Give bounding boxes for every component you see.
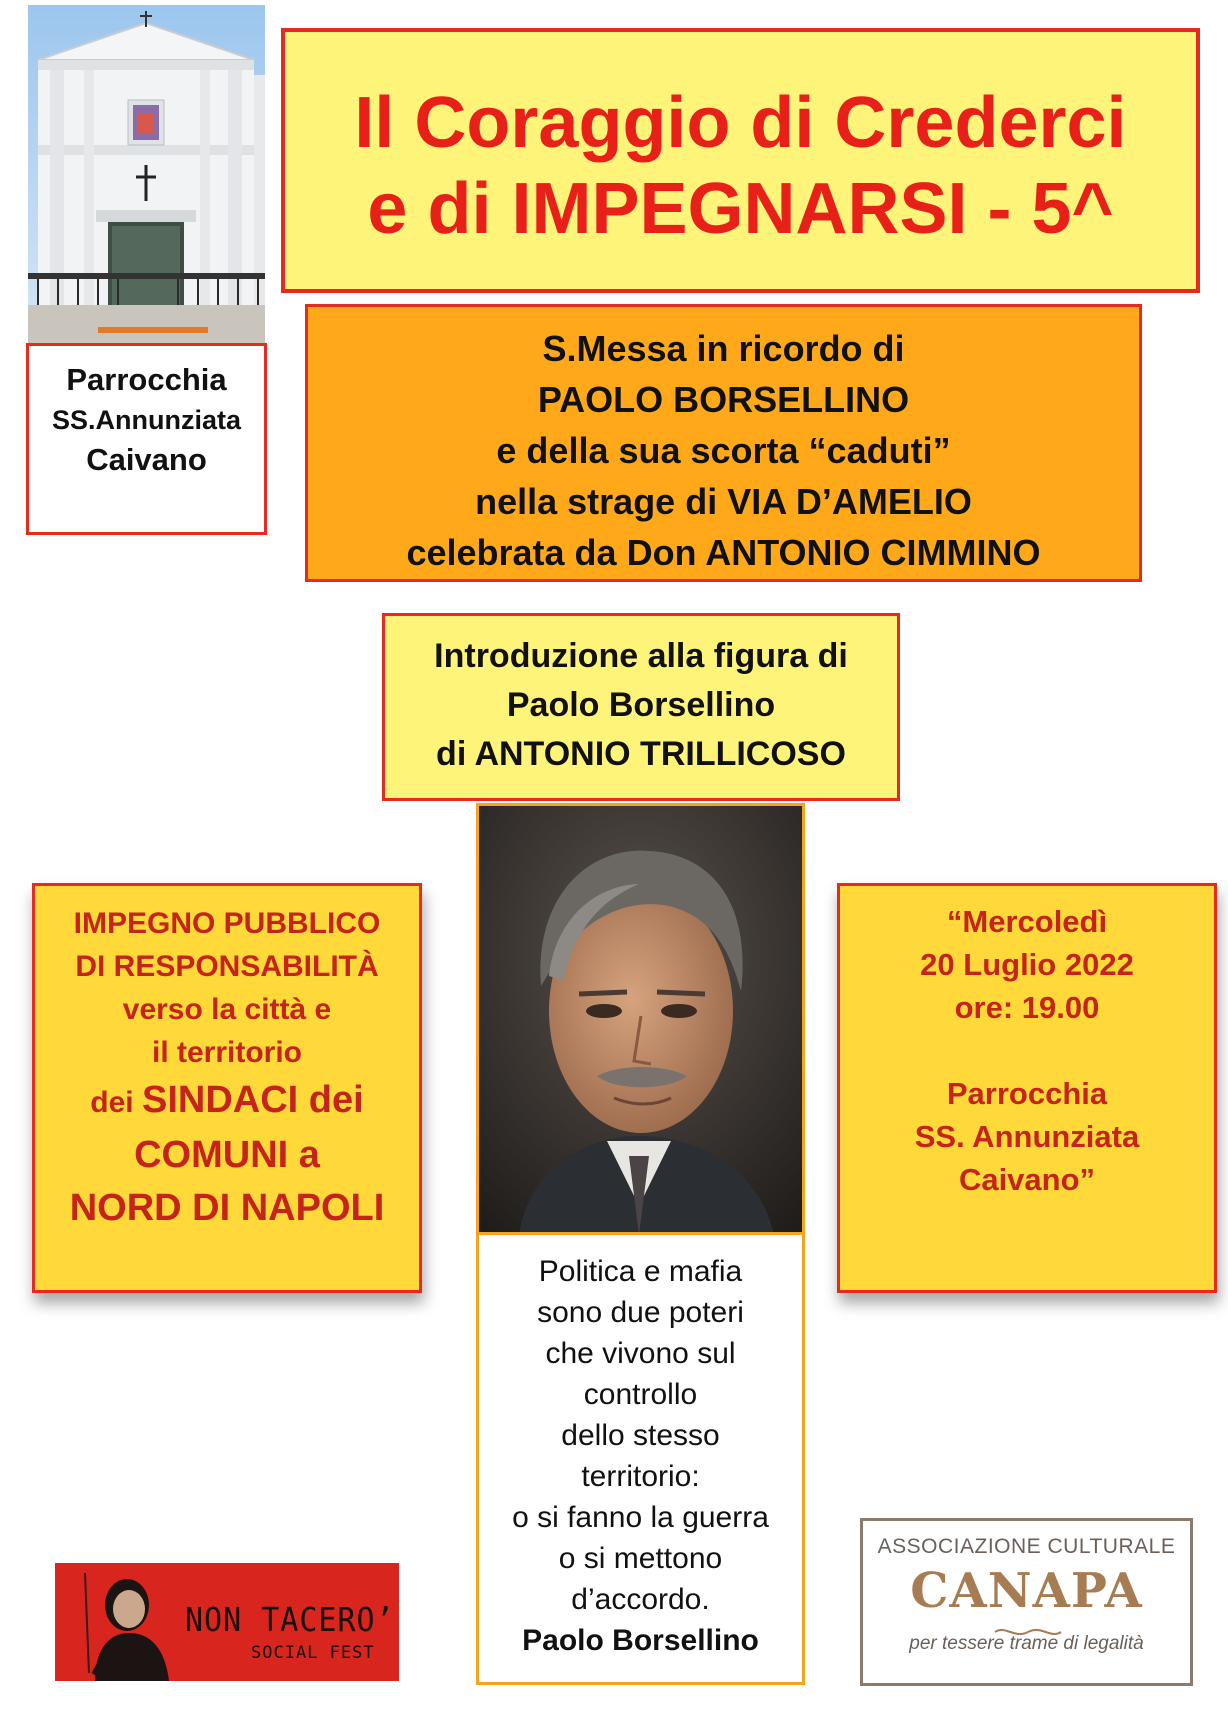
impegno-line-1: IMPEGNO PUBBLICO xyxy=(73,907,381,940)
canapa-logo xyxy=(860,1518,1193,1686)
parish-line-3: Caivano xyxy=(86,442,207,477)
event-details-box xyxy=(837,883,1217,1293)
event-time: ore: 19.00 xyxy=(954,990,1100,1025)
quote-line: dello stesso xyxy=(561,1419,720,1452)
quote-line: controllo xyxy=(583,1378,698,1411)
parish-box xyxy=(26,343,267,535)
canapa-name: CANAPA xyxy=(910,1563,1143,1619)
non-tacero-subtitle: SOCIAL FEST xyxy=(251,1643,375,1663)
quote-line: territorio: xyxy=(581,1460,700,1493)
impegno-line-7: NORD DI NAPOLI xyxy=(69,1187,385,1229)
event-place-2: SS. Annunziata xyxy=(914,1119,1140,1154)
event-place-3: Caivano” xyxy=(958,1162,1096,1197)
impegno-line-5-prefix: dei xyxy=(90,1086,142,1119)
portrait-photo xyxy=(476,803,805,1235)
ornament-icon xyxy=(993,1625,1063,1639)
intro-box xyxy=(382,613,900,801)
mass-line: PAOLO BORSELLINO xyxy=(537,379,910,420)
spacer xyxy=(840,1029,1214,1072)
intro-line: Paolo Borsellino xyxy=(506,686,776,724)
quote-line: o si fanno la guerra xyxy=(512,1501,769,1534)
quote-line: sono due poteri xyxy=(537,1296,744,1329)
impegno-line-2: DI RESPONSABILITÀ xyxy=(75,950,379,983)
title-line-1: Il Coraggio di Crederci xyxy=(354,83,1127,163)
poster-title xyxy=(281,28,1200,293)
quote-author: Paolo Borsellino xyxy=(522,1624,759,1657)
mass-line: S.Messa in ricordo di xyxy=(542,328,905,369)
quote-line: d’accordo. xyxy=(571,1583,710,1616)
impegno-line-6: COMUNI a xyxy=(134,1134,320,1176)
mass-line: nella strage di VIA D’AMELIO xyxy=(475,481,972,522)
quote-line: o si mettono xyxy=(558,1542,723,1575)
intro-line: Introduzione alla figura di xyxy=(434,637,848,675)
impegno-box xyxy=(32,883,422,1293)
quote-box xyxy=(476,1235,805,1685)
impegno-line-3: verso la città e xyxy=(122,993,332,1026)
parish-line-2: SS.Annunziata xyxy=(51,405,241,435)
canapa-tagline: per tessere trame di legalità xyxy=(909,1633,1144,1654)
parish-line-1: Parrocchia xyxy=(66,362,227,397)
non-tacero-logo xyxy=(55,1563,399,1681)
intro-line: di ANTONIO TRILLICOSO xyxy=(436,735,846,773)
mass-box xyxy=(305,304,1142,582)
mass-line: e della sua scorta “caduti” xyxy=(496,430,951,471)
impegno-line-5-main: SINDACI dei xyxy=(141,1079,364,1121)
event-date: 20 Luglio 2022 xyxy=(920,947,1134,982)
event-day: “Mercoledì xyxy=(946,904,1108,939)
mass-line: celebrata da Don ANTONIO CIMMINO xyxy=(406,532,1041,573)
quote-line: Politica e mafia xyxy=(538,1255,743,1288)
non-tacero-title: NON TACERO’ xyxy=(185,1601,395,1640)
title-line-2: e di IMPEGNARSI - 5^ xyxy=(367,169,1114,249)
canapa-association-label: ASSOCIAZIONE CULTURALE xyxy=(877,1535,1176,1558)
impegno-line-4: il territorio xyxy=(151,1036,302,1069)
impegno-line-5 xyxy=(35,1074,419,1129)
event-place-1: Parrocchia xyxy=(946,1076,1108,1111)
quote-line: che vivono sul xyxy=(545,1337,736,1370)
church-photo xyxy=(28,5,265,343)
